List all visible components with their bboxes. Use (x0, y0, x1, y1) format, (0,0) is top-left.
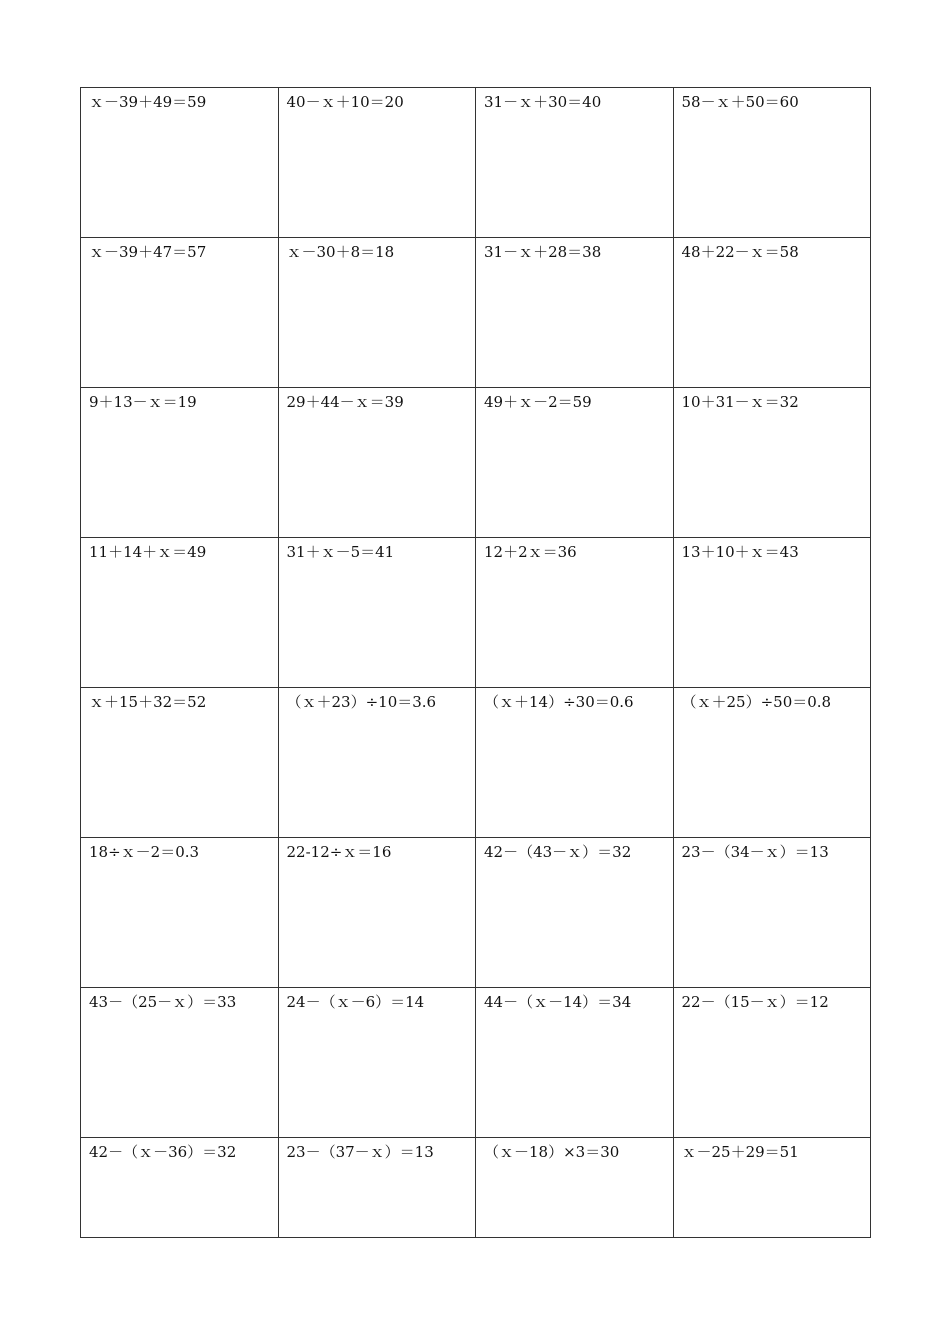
table-row (81, 88, 871, 238)
equation-cell: （ｘ＋14）÷30＝0.6 (476, 688, 674, 838)
table-row (81, 688, 871, 838)
equation-cell: 23－（37－ｘ）＝13 (278, 1138, 476, 1238)
equation-cell: 31－ｘ＋30＝40 (476, 88, 674, 238)
equation-cell: （ｘ＋25）÷50＝0.8 (673, 688, 871, 838)
table-row (81, 838, 871, 988)
equation-cell: 31＋ｘ－5＝41 (278, 538, 476, 688)
equation-cell: 58－ｘ＋50＝60 (673, 88, 871, 238)
equation-cell: （ｘ＋23）÷10＝3.6 (278, 688, 476, 838)
equation-cell: 11＋14＋ｘ＝49 (81, 538, 279, 688)
equation-worksheet-table (80, 87, 871, 1238)
table-row (81, 238, 871, 388)
equation-cell: ｘ＋15＋32＝52 (81, 688, 279, 838)
equation-cell: 22－（15－ｘ）＝12 (673, 988, 871, 1138)
equation-cell: ｘ－39＋47＝57 (81, 238, 279, 388)
table-row (81, 388, 871, 538)
equation-cell: 42－（43－ｘ）＝32 (476, 838, 674, 988)
equation-cell: 29＋44－ｘ＝39 (278, 388, 476, 538)
equation-cell: 40－ｘ＋10＝20 (278, 88, 476, 238)
equation-cell: 42－（ｘ－36）＝32 (81, 1138, 279, 1238)
equation-cell: 13＋10＋ｘ＝43 (673, 538, 871, 688)
table-row (81, 988, 871, 1138)
equation-cell: 44－（ｘ－14）＝34 (476, 988, 674, 1138)
equation-cell: ｘ－30＋8＝18 (278, 238, 476, 388)
table-row (81, 538, 871, 688)
equation-cell: （ｘ－18）×3＝30 (476, 1138, 674, 1238)
equation-cell: 48＋22－ｘ＝58 (673, 238, 871, 388)
equation-cell: ｘ－25＋29＝51 (673, 1138, 871, 1238)
equation-cell: 22-12÷ｘ＝16 (278, 838, 476, 988)
equation-cell: 18÷ｘ－2＝0.3 (81, 838, 279, 988)
table-row (81, 1138, 871, 1238)
equation-cell: 49＋ｘ－2＝59 (476, 388, 674, 538)
equation-cell: 23－（34－ｘ）＝13 (673, 838, 871, 988)
equation-cell: 24－（ｘ－6）＝14 (278, 988, 476, 1138)
equation-cell: 9＋13－ｘ＝19 (81, 388, 279, 538)
equation-cell: 10＋31－ｘ＝32 (673, 388, 871, 538)
equation-cell: ｘ－39＋49＝59 (81, 88, 279, 238)
equation-cell: 12＋2ｘ＝36 (476, 538, 674, 688)
equation-cell: 43－（25－ｘ）＝33 (81, 988, 279, 1138)
equation-cell: 31－ｘ＋28＝38 (476, 238, 674, 388)
